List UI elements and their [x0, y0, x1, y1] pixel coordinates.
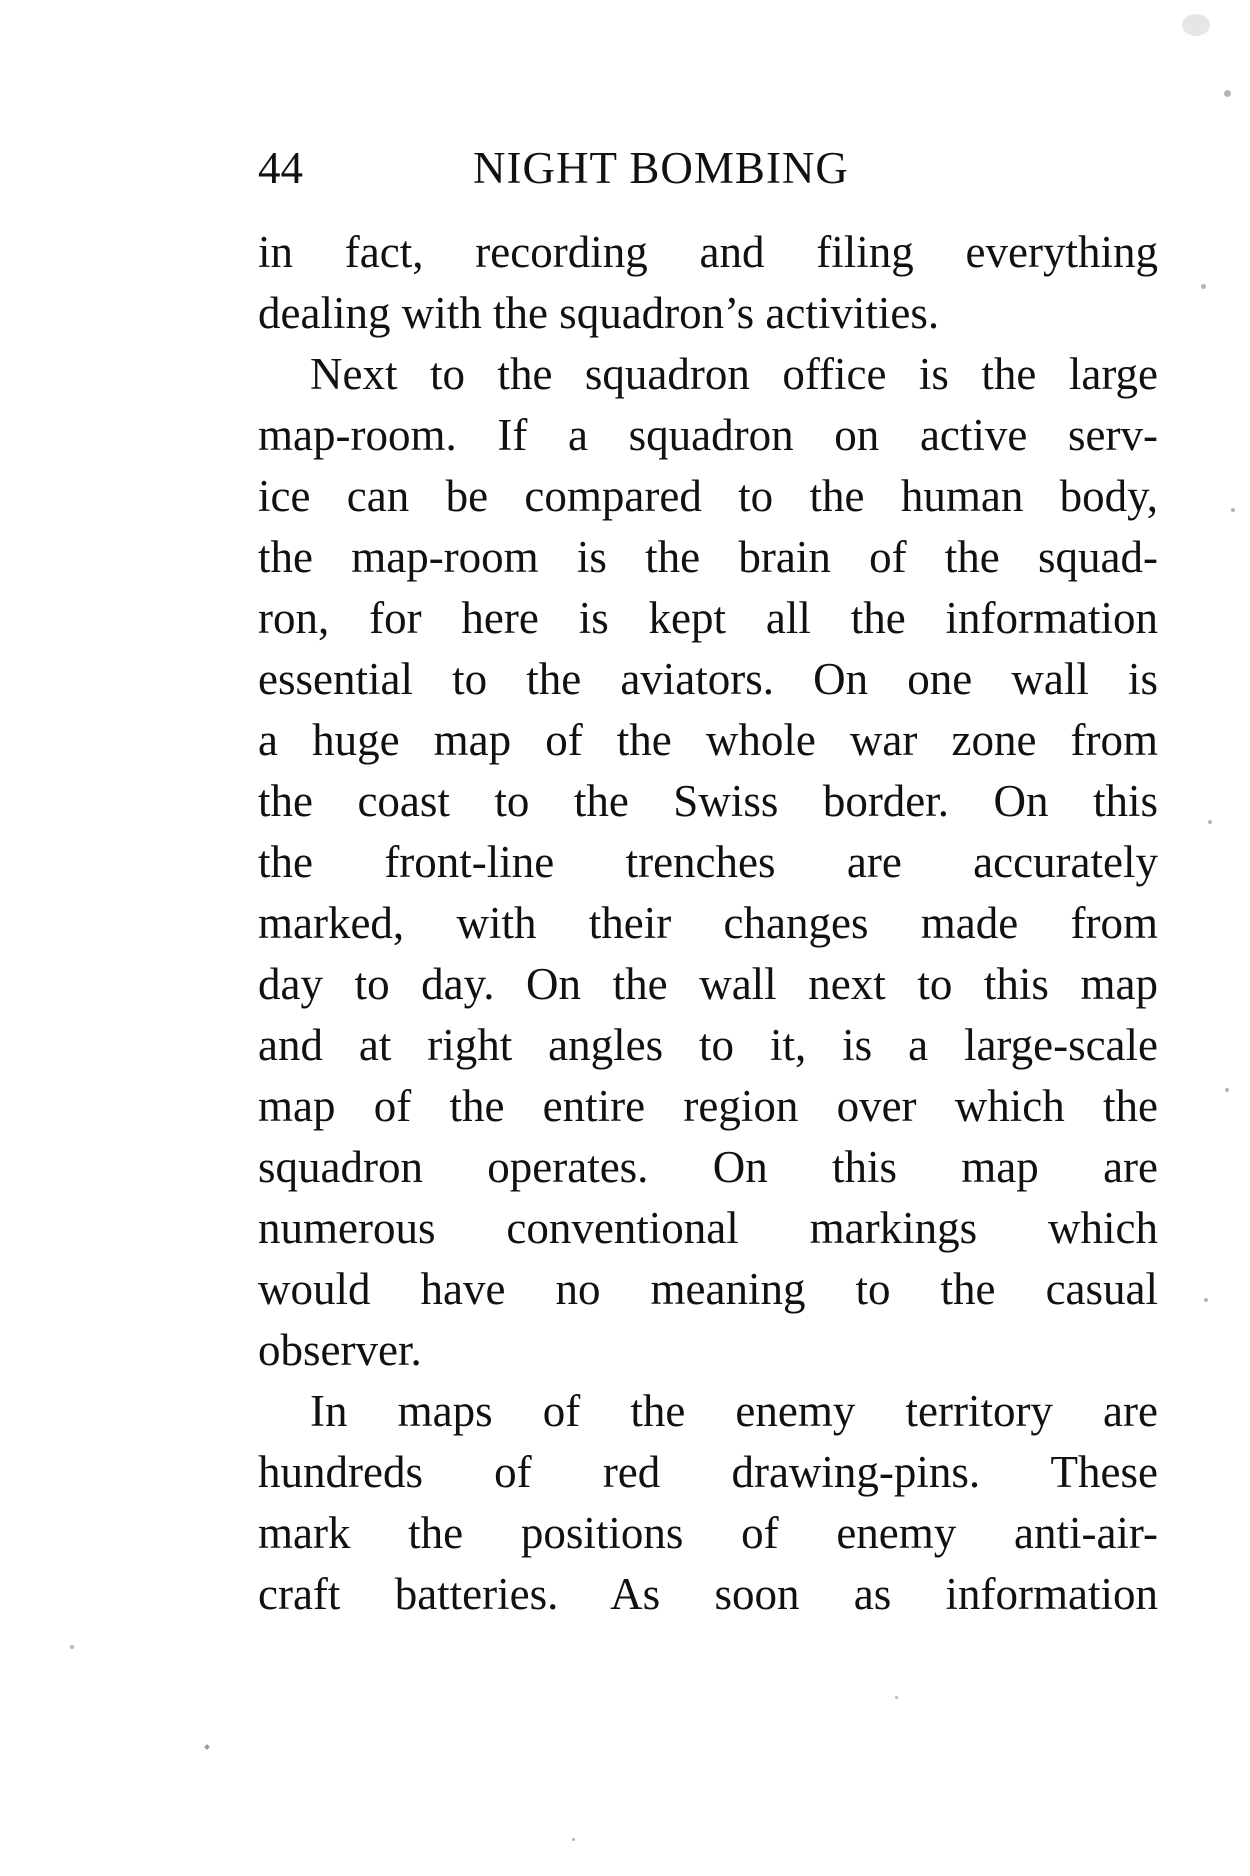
- scan-speckle: [1225, 1088, 1229, 1092]
- text-line: day to day. On the wall next to this map: [258, 959, 1158, 1009]
- body-text: [258, 222, 1158, 1625]
- scan-speckle: [1201, 284, 1206, 289]
- scan-speckle: [895, 1696, 898, 1699]
- text-line: hundreds of red drawing-pins. These: [258, 1447, 1158, 1497]
- text-line: a huge map of the whole war zone from: [258, 715, 1158, 765]
- scan-speckle: [572, 1838, 575, 1841]
- text-line: and at right angles to it, is a large-scale: [258, 1020, 1158, 1070]
- text-line: map-room. If a squadron on active serv-: [258, 410, 1158, 460]
- page-header: [258, 140, 1158, 196]
- scan-speckle: [70, 1645, 74, 1649]
- text-line: numerous conventional markings which: [258, 1203, 1158, 1253]
- scan-speckle: [1182, 14, 1210, 36]
- text-line: craft batteries. As soon as information: [258, 1569, 1158, 1619]
- text-line: ice can be compared to the human body,: [258, 471, 1158, 521]
- text-line: squadron operates. On this map are: [258, 1142, 1158, 1192]
- text-line: the map-room is the brain of the squad-: [258, 532, 1158, 582]
- text-line: observer.: [258, 1325, 422, 1375]
- text-line: In maps of the enemy territory are: [310, 1386, 1158, 1436]
- text-line: Next to the squadron office is the large: [310, 349, 1158, 399]
- scan-speckle: [1231, 508, 1235, 512]
- scan-speckle: [1204, 1298, 1208, 1302]
- text-line: dealing with the squadron’s activities.: [258, 288, 940, 338]
- text-line: essential to the aviators. On one wall is: [258, 654, 1158, 704]
- text-line: marked, with their changes made from: [258, 898, 1158, 948]
- scan-speckle: [1224, 90, 1231, 97]
- text-line: in fact, recording and filing everything: [258, 227, 1158, 277]
- text-line: would have no meaning to the casual: [258, 1264, 1158, 1314]
- text-line: mark the positions of enemy anti-air-: [258, 1508, 1158, 1558]
- scan-speckle: [1208, 820, 1212, 824]
- page-number: 44: [258, 143, 303, 193]
- text-line: map of the entire region over which the: [258, 1081, 1158, 1131]
- scan-speckle: [204, 1744, 210, 1750]
- text-line: ron, for here is kept all the information: [258, 593, 1158, 643]
- text-line: the front-line trenches are accurately: [258, 837, 1158, 887]
- running-title: NIGHT BOMBING: [473, 143, 849, 193]
- text-line: the coast to the Swiss border. On this: [258, 776, 1158, 826]
